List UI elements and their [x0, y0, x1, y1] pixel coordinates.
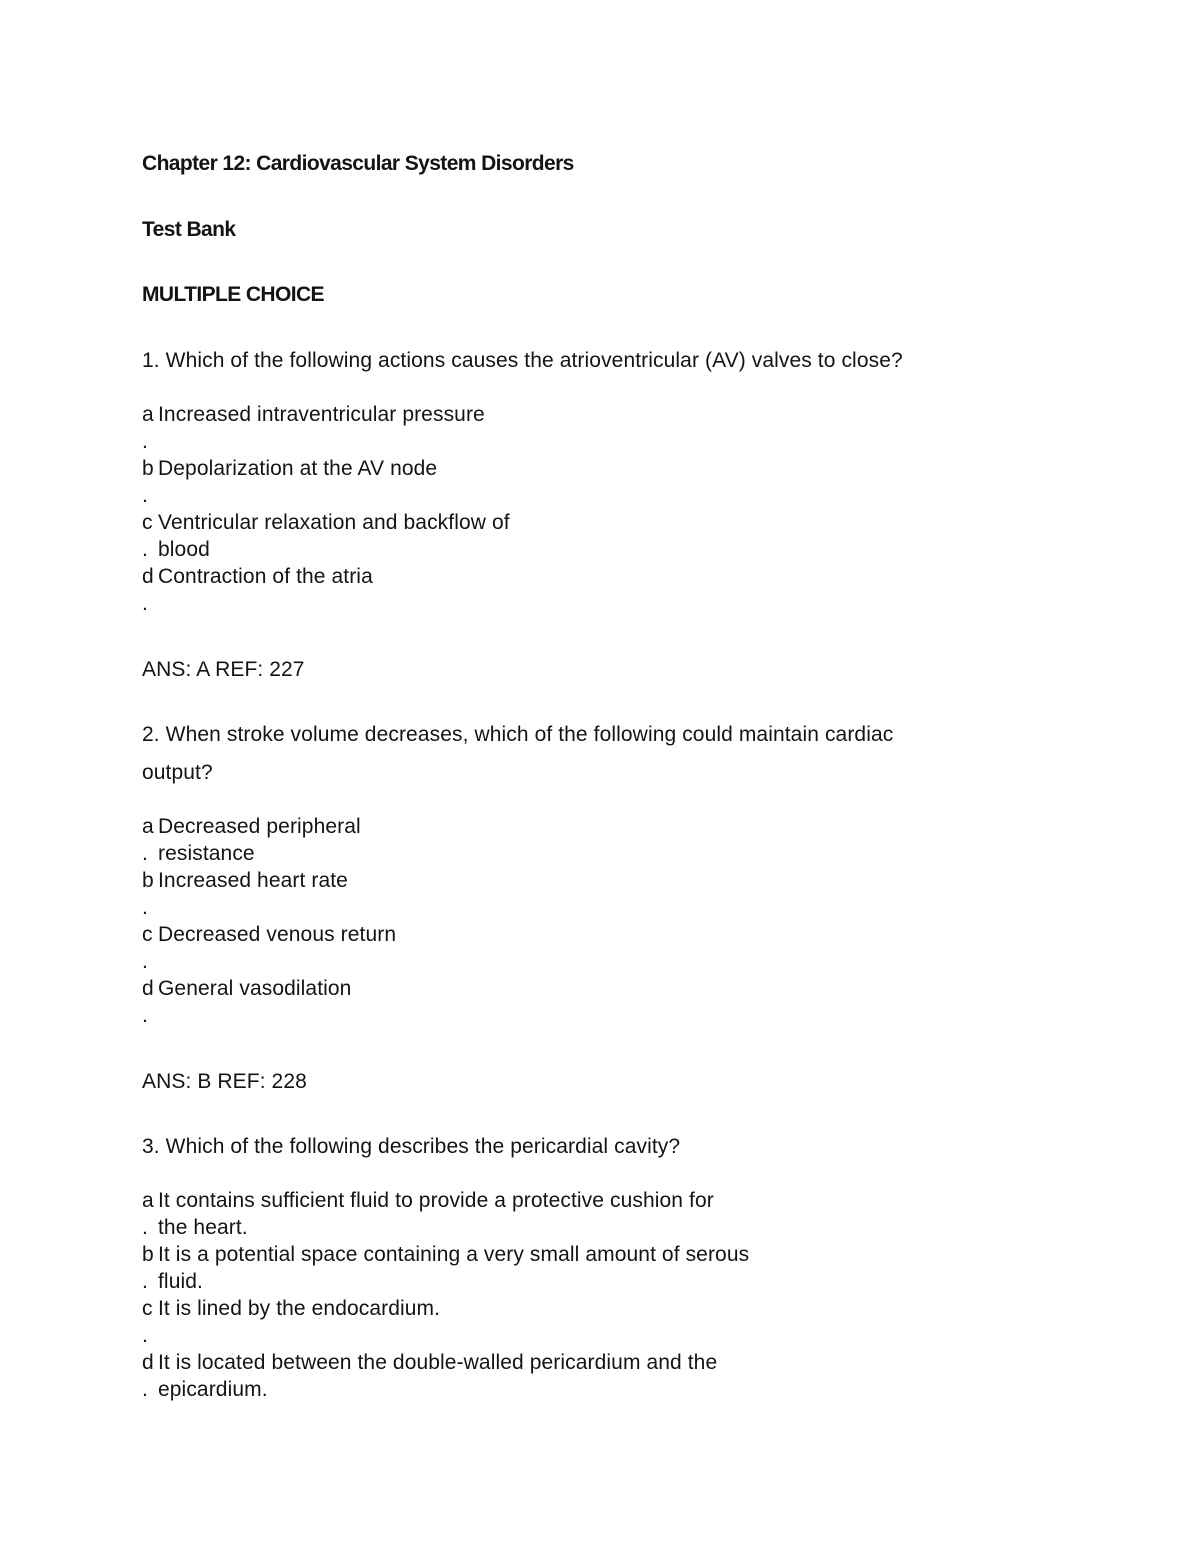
option-continuation: the heart. [158, 1216, 248, 1239]
question-2-stem-cont: output? [142, 761, 213, 784]
option-text: Contraction of the atria [158, 565, 373, 588]
question-3-option-c [142, 1296, 440, 1322]
option-letter: a [142, 403, 154, 426]
option-text: Increased intraventricular pressure [158, 403, 485, 426]
option-letter: b [142, 869, 154, 892]
subtitle: Test Bank [142, 218, 236, 241]
option-text: It is a potential space containing a very small amount of serous [158, 1243, 750, 1266]
option-text: Depolarization at the AV node [158, 457, 438, 480]
option-letter: c [142, 923, 153, 946]
option-letter: b [142, 1243, 154, 1266]
option-text: It is located between the double-walled pericardium and the [158, 1351, 718, 1374]
option-continuation: blood [158, 538, 210, 561]
question-3-stem: 3. Which of the following describes the pericardial cavity? [142, 1135, 681, 1158]
section-heading: MULTIPLE CHOICE [142, 283, 324, 306]
question-2-option-d [142, 976, 351, 1002]
option-text: Decreased peripheral [158, 815, 361, 838]
option-dot: . [142, 592, 148, 615]
question-2-option-c [142, 922, 396, 948]
option-letter: d [142, 977, 154, 1000]
option-text: General vasodilation [158, 977, 352, 1000]
option-continuation: fluid. [158, 1270, 203, 1293]
option-letter: c [142, 511, 153, 534]
question-2-stem: 2. When stroke volume decreases, which of the following could maintain cardiac [142, 723, 894, 746]
option-dot: . [142, 430, 148, 453]
question-2-option-a-cont: . resistance [142, 842, 255, 865]
question-1-stem: 1. Which of the following actions causes the atrioventricular (AV) valves to close? [142, 349, 903, 372]
option-text: Ventricular relaxation and backflow of [158, 511, 510, 534]
question-1-option-d [142, 564, 373, 590]
question-1-option-c [142, 510, 510, 536]
option-letter: d [142, 1351, 154, 1374]
option-dot: . [142, 484, 148, 507]
option-letter: a [142, 815, 154, 838]
option-text: Increased heart rate [158, 869, 348, 892]
question-3-option-a [142, 1188, 714, 1214]
question-3-option-d [142, 1350, 717, 1376]
question-3-option-d-cont: . epicardium. [142, 1378, 268, 1401]
option-dot: . [142, 1004, 148, 1027]
option-letter: b [142, 457, 154, 480]
question-1-answer: ANS: A REF: 227 [142, 658, 305, 681]
question-1-option-c-cont: . blood [142, 538, 210, 561]
option-text: Decreased venous return [158, 923, 397, 946]
question-2-option-b [142, 868, 348, 894]
option-text: It contains sufficient fluid to provide a protective cushion for [158, 1189, 714, 1212]
option-dot: . [142, 896, 148, 919]
option-continuation: epicardium. [158, 1378, 268, 1401]
question-2-option-a [142, 814, 361, 840]
question-3-option-b [142, 1242, 749, 1268]
option-letter: a [142, 1189, 154, 1212]
question-2-answer: ANS: B REF: 228 [142, 1070, 307, 1093]
question-3-option-a-cont: . the heart. [142, 1216, 248, 1239]
chapter-title: Chapter 12: Cardiovascular System Disorders [142, 152, 574, 175]
question-3-option-b-cont: . fluid. [142, 1270, 203, 1293]
option-letter: c [142, 1297, 153, 1320]
option-letter: d [142, 565, 154, 588]
option-dot: . [142, 1324, 148, 1347]
option-text: It is lined by the endocardium. [158, 1297, 441, 1320]
question-1-option-a [142, 402, 485, 428]
option-dot: . [142, 950, 148, 973]
option-continuation: resistance [158, 842, 255, 865]
question-1-option-b [142, 456, 437, 482]
